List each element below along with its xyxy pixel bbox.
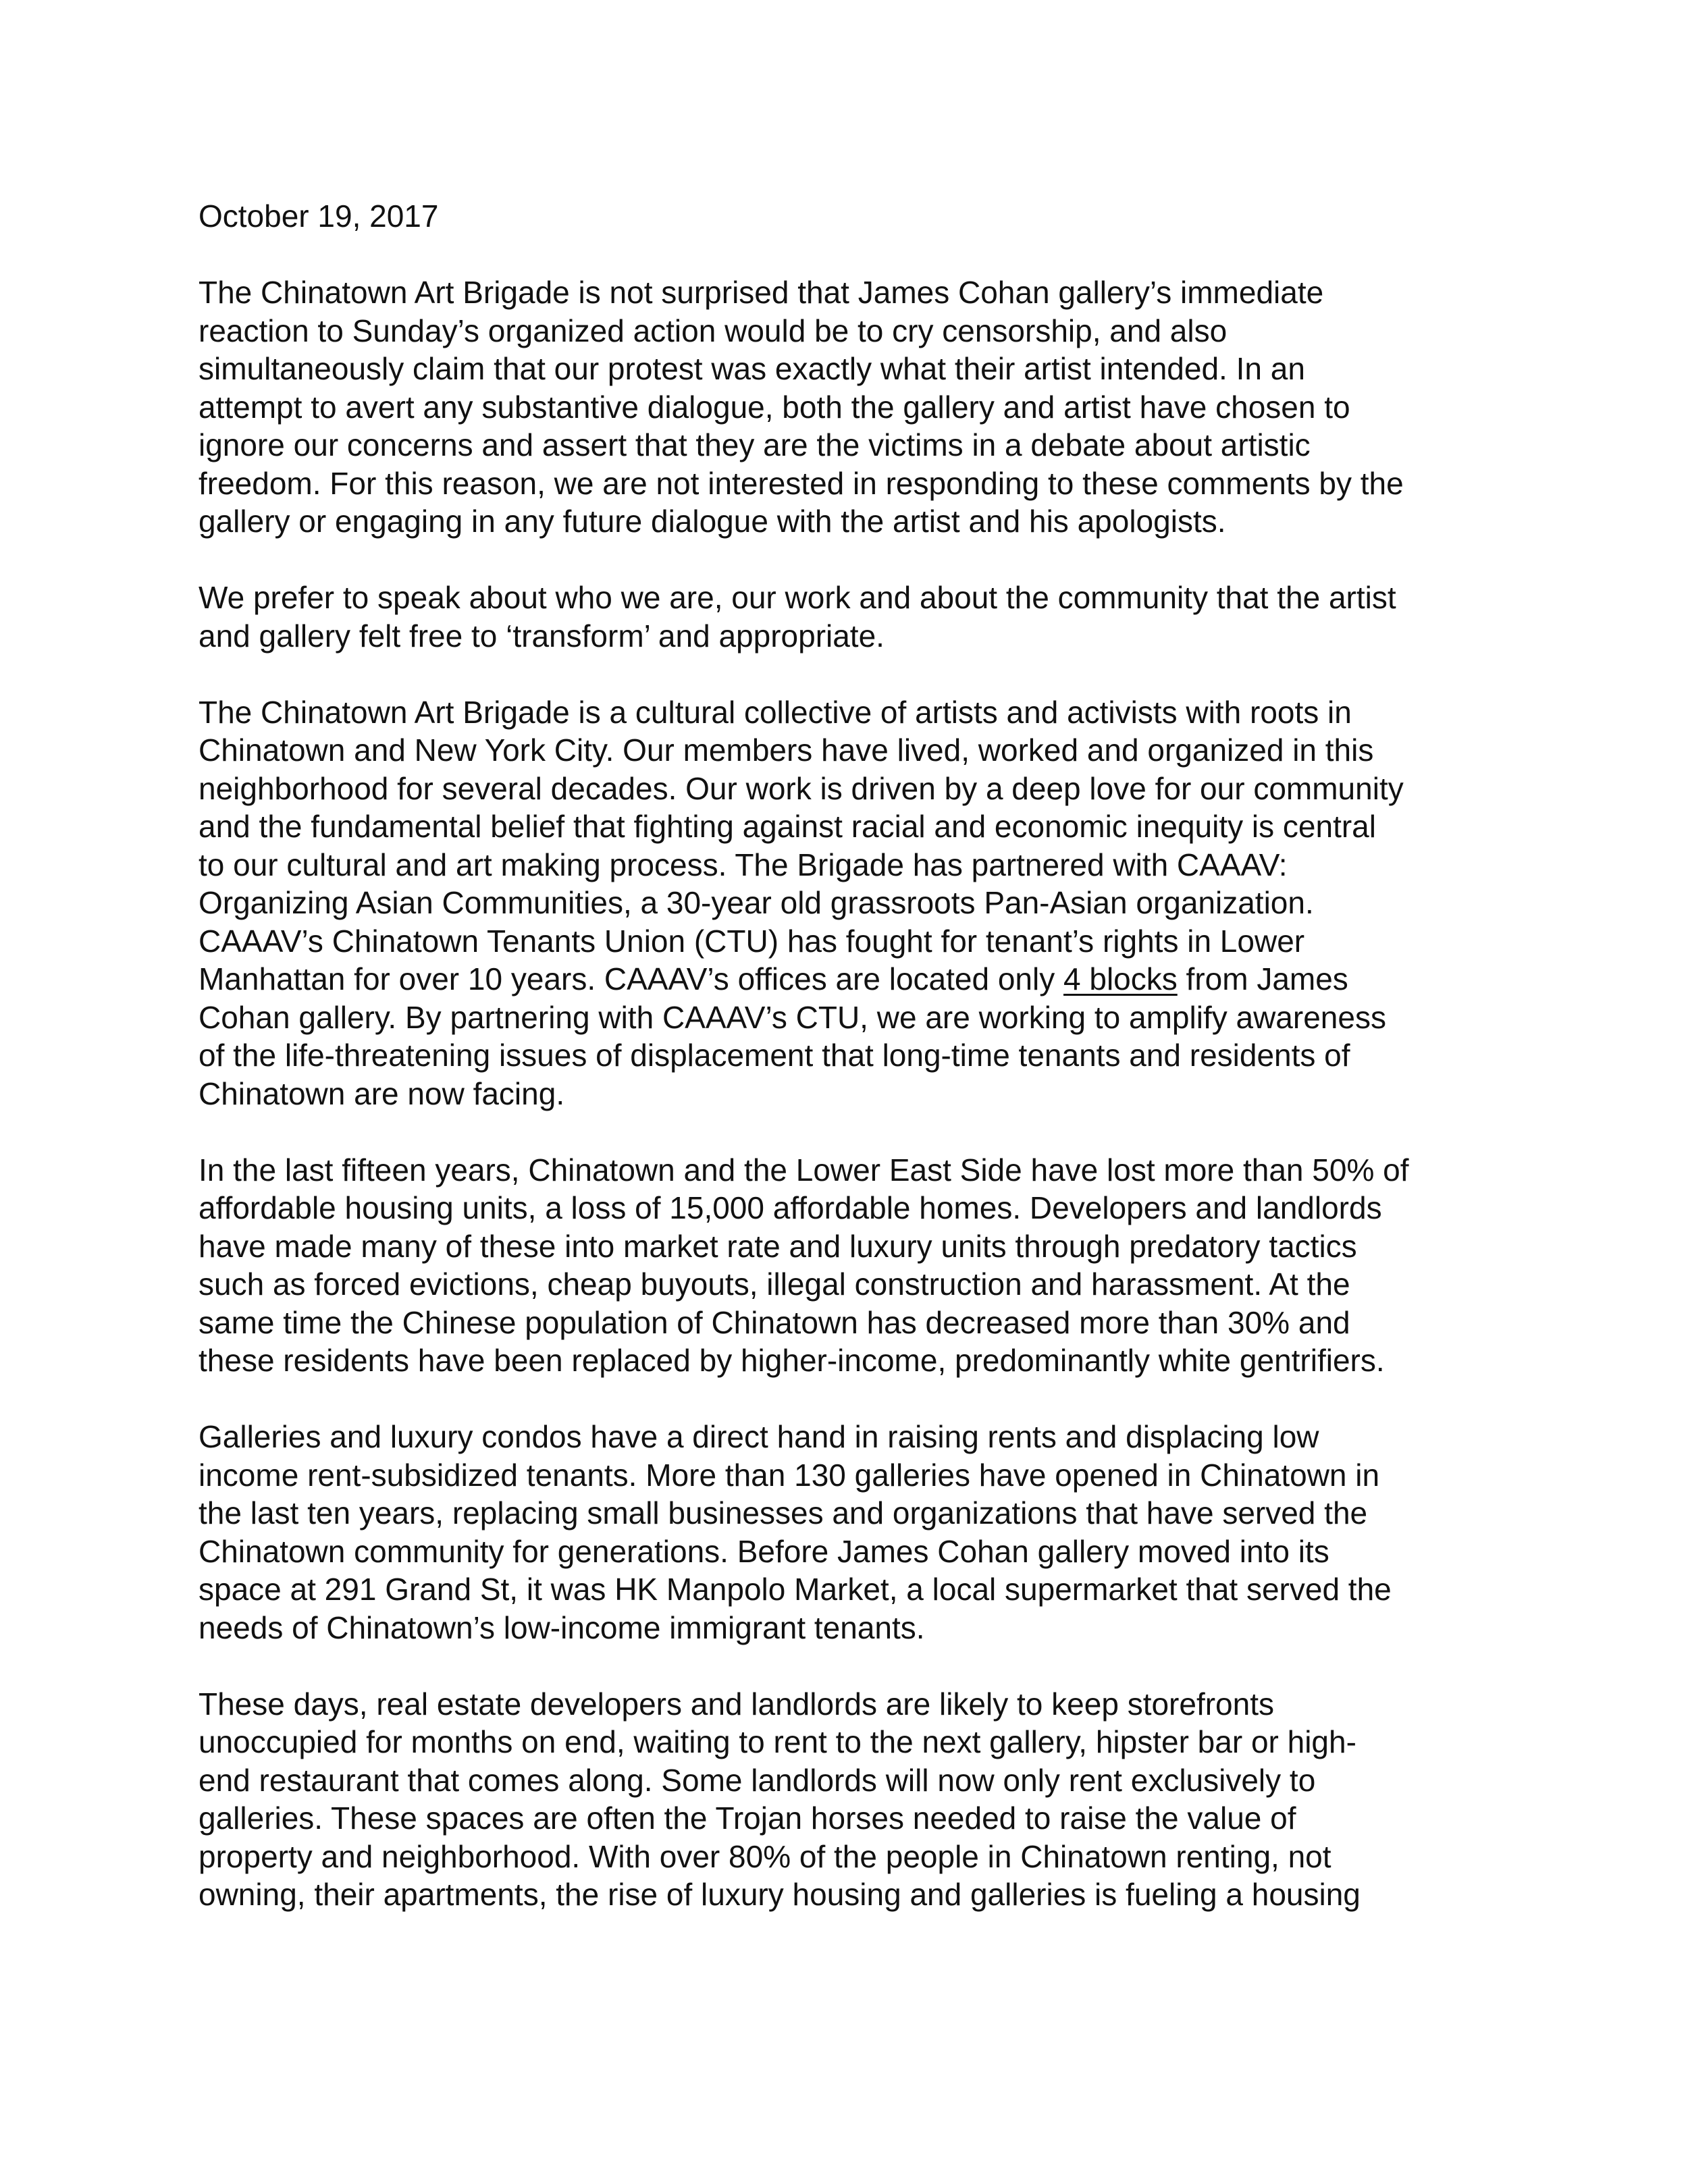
text-line: Chinatown community for generations. Before James Cohan gallery moved into its: [199, 1533, 1329, 1569]
text-line: freedom. For this reason, we are not interested in responding to these comments by the: [199, 465, 1404, 501]
text-line: simultaneously claim that our protest was exactly what their artist intended. In an: [199, 351, 1305, 386]
text-line: property and neighborhood. With over 80% of the people in Chinatown renting, not: [199, 1838, 1331, 1874]
text-line: Chinatown are now facing.: [199, 1075, 565, 1111]
text-line: and the fundamental belief that fighting against racial and economic inequity is central: [199, 809, 1376, 844]
text-line: owning, their apartments, the rise of luxury housing and galleries is fueling a housing: [199, 1877, 1361, 1912]
text-line-with-link: [199, 960, 1502, 998]
text-line: to our cultural and art making process. The Brigade has partnered with CAAAV:: [199, 847, 1288, 882]
text-line: have made many of these into market rate and luxury units through predatory tactics: [199, 1228, 1357, 1264]
text-line: These days, real estate developers and landlords are likely to keep storefronts: [199, 1686, 1274, 1722]
text-line: and gallery felt free to ‘transform’ and appropriate.: [199, 618, 885, 654]
text-line: Galleries and luxury condos have a direct hand in raising rents and displacing low: [199, 1419, 1319, 1454]
paragraph-housing-loss: [199, 1151, 1502, 1380]
text-line: same time the Chinese population of Chinatown has decreased more than 30% and: [199, 1304, 1350, 1340]
text-line: neighborhood for several decades. Our work is driven by a deep love for our community: [199, 770, 1404, 806]
paragraph-brigade-description: [199, 693, 1502, 1113]
paragraph-who-we-are-intro: [199, 579, 1502, 655]
text-line: In the last fifteen years, Chinatown and the Lower East Side have lost more than 50% of: [199, 1152, 1409, 1188]
paragraph-response-to-gallery: [199, 273, 1502, 541]
paragraph-storefronts: [199, 1685, 1502, 1914]
text-line: the last ten years, replacing small businesses and organizations that have served the: [199, 1495, 1368, 1530]
text-line: We prefer to speak about who we are, our work and about the community that the artist: [199, 580, 1396, 615]
paragraph-galleries-and-condos: [199, 1418, 1502, 1647]
text-line: reaction to Sunday’s organized action would be to cry censorship, and also: [199, 313, 1228, 348]
text-line: needs of Chinatown’s low-income immigrant tenants.: [199, 1609, 925, 1645]
text-line: such as forced evictions, cheap buyouts, illegal construction and harassment. At the: [199, 1267, 1350, 1302]
text-line: gallery or engaging in any future dialogue with the artist and his apologists.: [199, 504, 1226, 539]
link-line-text-after: from James: [1177, 961, 1348, 996]
text-line: unoccupied for months on end, waiting to rent to the next gallery, hipster bar or high-: [199, 1724, 1356, 1759]
text-line: space at 291 Grand St, it was HK Manpolo Market, a local supermarket that served the: [199, 1572, 1392, 1607]
text-line: attempt to avert any substantive dialogue, both the gallery and artist have chosen to: [199, 389, 1350, 425]
text-line: these residents have been replaced by higher-income, predominantly white gentrifiers.: [199, 1343, 1385, 1378]
text-line: The Chinatown Art Brigade is a cultural collective of artists and activists with roots in: [199, 694, 1352, 730]
text-line: income rent-subsidized tenants. More than 130 galleries have opened in Chinatown in: [199, 1457, 1380, 1493]
text-line: Cohan gallery. By partnering with CAAAV’s CTU, we are working to amplify awareness: [199, 999, 1386, 1035]
letter-date: October 19, 2017: [199, 198, 439, 234]
text-line: affordable housing units, a loss of 15,000 affordable homes. Developers and landlords: [199, 1190, 1382, 1225]
text-line: ignore our concerns and assert that they are the victims in a debate about artistic: [199, 427, 1311, 462]
text-line: Chinatown and New York City. Our members have lived, worked and organized in this: [199, 733, 1374, 768]
letter-body: [199, 197, 1502, 1952]
text-line: of the life-threatening issues of displacement that long-time tenants and residents of: [199, 1038, 1350, 1073]
text-line: galleries. These spaces are often the Trojan horses needed to raise the value of: [199, 1801, 1296, 1836]
text-line: Organizing Asian Communities, a 30-year old grassroots Pan-Asian organization.: [199, 885, 1314, 920]
text-line: CAAAV’s Chinatown Tenants Union (CTU) has fought for tenant’s rights in Lower: [199, 923, 1305, 959]
text-line: The Chinatown Art Brigade is not surprised that James Cohan gallery’s immediate: [199, 275, 1324, 310]
link-line-text-before: Manhattan for over 10 years. CAAAV’s offices are located only: [199, 961, 1064, 996]
text-line: end restaurant that comes along. Some landlords will now only rent exclusively to: [199, 1762, 1316, 1798]
four-blocks-link[interactable]: 4 blocks: [1063, 961, 1178, 996]
